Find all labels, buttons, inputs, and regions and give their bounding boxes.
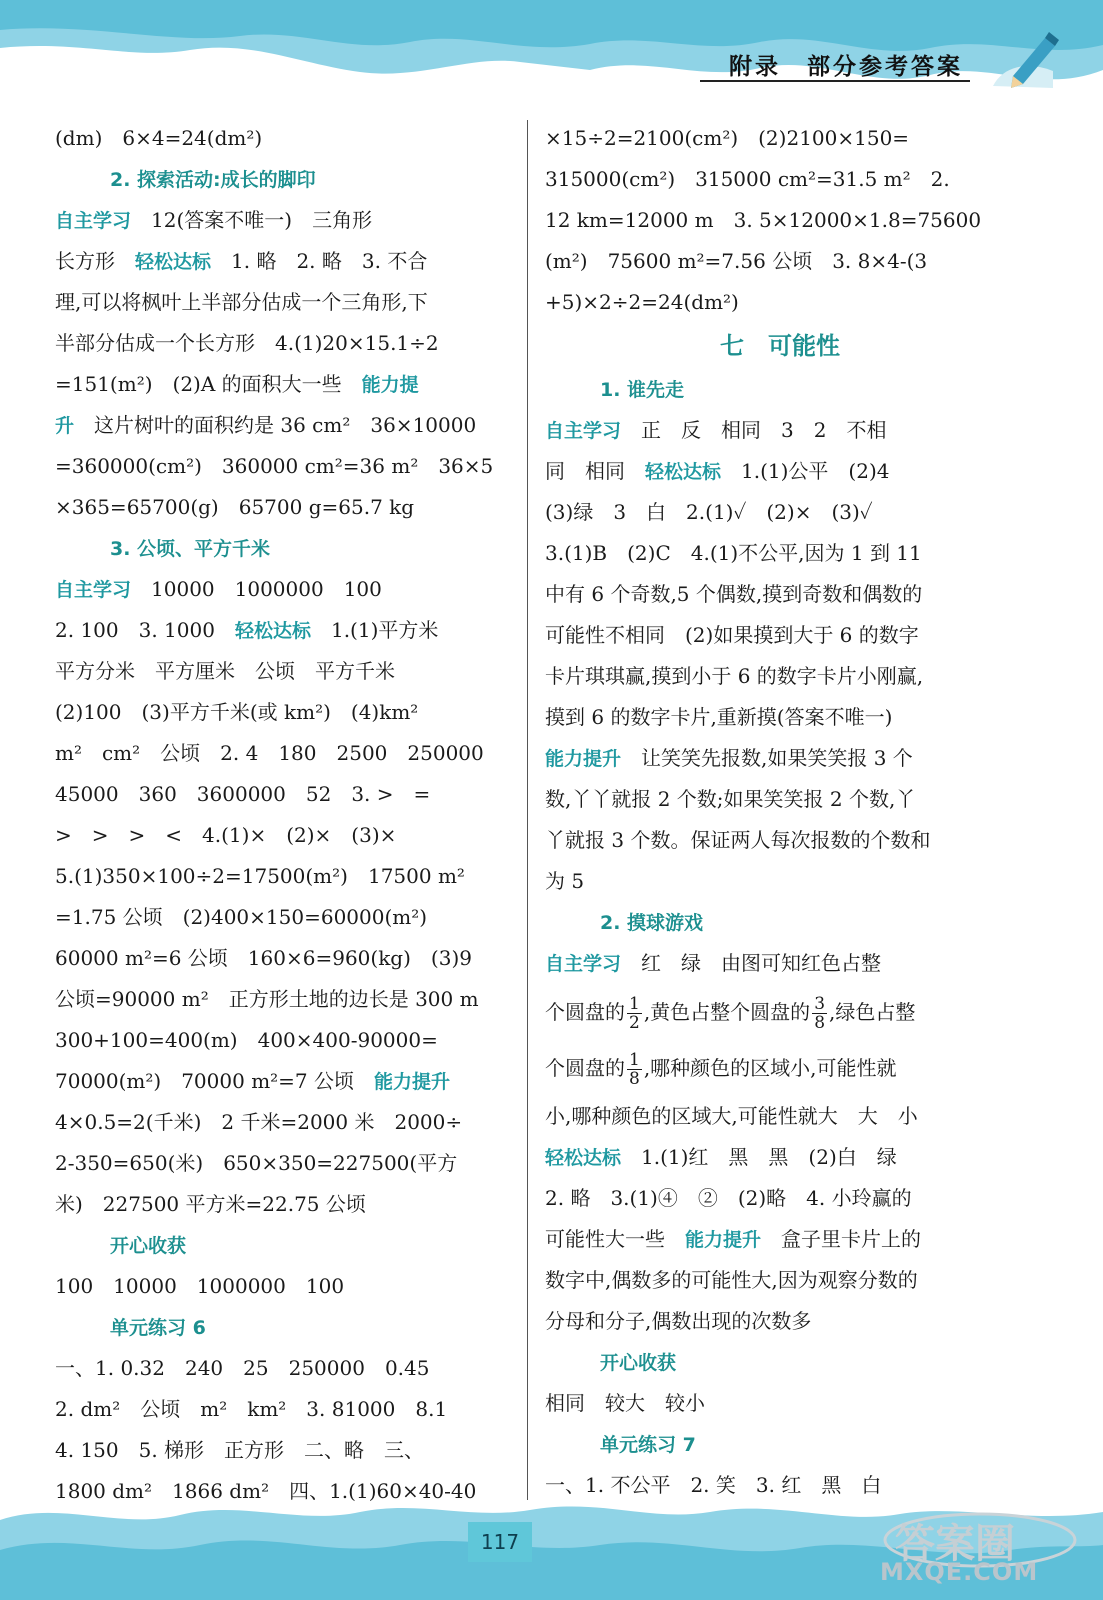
right-line xyxy=(545,200,1015,241)
answer-text: 1.(1)公平 (2)4 xyxy=(721,459,890,483)
answer-text: 5.(1)350×100÷2=17500(m²) 17500 m² xyxy=(55,864,465,888)
answer-text: 3.(1)B (2)C 4.(1)不公平,因为 1 到 11 xyxy=(545,541,922,565)
right-line xyxy=(545,574,1015,615)
left-line xyxy=(55,651,495,692)
right-line xyxy=(545,943,1015,984)
left-line xyxy=(55,200,495,241)
answer-text: 12(答案不唯一) 三角形 xyxy=(131,208,373,232)
right-line xyxy=(545,861,1015,902)
answer-text: ×15÷2=2100(cm²) (2)2100×150= xyxy=(545,126,910,150)
fraction xyxy=(627,1051,642,1088)
answer-text: 红 绿 由图可知红色占整 xyxy=(621,951,882,975)
right-line xyxy=(545,1301,1015,1342)
header-title: 附录 部分参考答案 xyxy=(729,54,963,80)
left-column xyxy=(55,118,495,1512)
right-line xyxy=(545,369,1015,410)
answer-text: 315000(cm²) 315000 cm²=31.5 m² 2. xyxy=(545,167,950,191)
answer-text: 丫就报 3 个数。保证两人每次报数的个数和 xyxy=(545,828,931,852)
fraction-denominator: 8 xyxy=(814,1013,826,1033)
left-line xyxy=(55,815,495,856)
answer-text: 半部分估成一个长方形 4.(1)20×15.1÷2 xyxy=(55,331,439,355)
left-line xyxy=(55,610,495,651)
answer-text: 盒子里卡片上的 xyxy=(761,1227,922,1251)
left-line xyxy=(55,1348,495,1389)
answer-text: 长方形 xyxy=(55,249,135,273)
section-tag: 自主学习 xyxy=(545,420,622,442)
section-heading: 单元练习 7 xyxy=(600,1434,696,1456)
answer-text: 平方分米 平方厘米 公顷 平方千米 xyxy=(55,659,395,683)
left-line xyxy=(55,856,495,897)
section-heading: 2. 探索活动:成长的脚印 xyxy=(110,169,316,191)
answer-text: 米) 227500 平方米=22.75 公顷 xyxy=(55,1192,366,1216)
right-line xyxy=(545,984,1015,1040)
section-tag: 轻松达标 xyxy=(545,1147,622,1169)
section-heading: 开心收获 xyxy=(110,1235,187,1257)
left-line xyxy=(55,1266,495,1307)
answer-text: ,哪种颜色的区域小,可能性就 xyxy=(643,1056,897,1080)
right-line xyxy=(545,492,1015,533)
answer-text: 10000 1000000 100 xyxy=(131,577,382,601)
answer-text: 1. 略 2. 略 3. 不合 xyxy=(211,249,428,273)
answer-text: 为 5 xyxy=(545,869,585,893)
answer-text: 摸到 6 的数字卡片,重新摸(答案不唯一) xyxy=(545,705,893,729)
fraction-numerator: 1 xyxy=(629,994,640,1014)
right-line xyxy=(545,323,1015,369)
watermark-big-text: 答案圈 xyxy=(895,1521,1015,1567)
section-tag: 轻松达标 xyxy=(645,461,722,483)
column-divider xyxy=(527,120,528,1500)
left-line xyxy=(55,1020,495,1061)
right-column xyxy=(545,118,1015,1506)
left-line xyxy=(55,159,495,200)
fraction xyxy=(627,995,642,1032)
left-line xyxy=(55,897,495,938)
section-tag: 自主学习 xyxy=(55,210,132,232)
answer-text: 一、1. 0.32 240 25 250000 0.45 xyxy=(55,1356,430,1380)
section-heading: 3. 公顷、平方千米 xyxy=(110,538,271,560)
right-line xyxy=(545,159,1015,200)
answer-text: 4. 150 5. 梯形 正方形 二、略 三、 xyxy=(55,1438,425,1462)
answer-text: 理,可以将枫叶上半部分估成一个三角形,下 xyxy=(55,290,428,314)
left-line xyxy=(55,446,495,487)
answer-text: 中有 6 个奇数,5 个偶数,摸到奇数和偶数的 xyxy=(545,582,923,606)
answer-text: 一、1. 不公平 2. 笑 3. 红 黑 白 xyxy=(545,1473,882,1497)
left-line xyxy=(55,1102,495,1143)
left-line xyxy=(55,487,495,528)
right-line xyxy=(545,282,1015,323)
answer-text: =1.75 公顷 (2)400×150=60000(m²) xyxy=(55,905,428,929)
answer-text: ×365=65700(g) 65700 g=65.7 kg xyxy=(55,495,415,519)
section-tag: 自主学习 xyxy=(545,953,622,975)
right-line xyxy=(545,410,1015,451)
answer-text: 1.(1)红 黑 黑 (2)白 绿 xyxy=(621,1145,897,1169)
chapter-title: 七 可能性 xyxy=(720,332,840,360)
fraction xyxy=(812,995,827,1032)
answer-text: (dm) 6×4=24(dm²) xyxy=(55,126,263,150)
section-tag: 升 xyxy=(55,415,75,437)
section-tag: 轻松达标 xyxy=(234,620,311,642)
answer-text: +5)×2÷2=24(dm²) xyxy=(545,290,739,314)
answer-text: 可能性不相同 (2)如果摸到大于 6 的数字 xyxy=(545,623,919,647)
answer-text: 数,丫丫就报 2 个数;如果笑笑报 2 个数,丫 xyxy=(545,787,916,811)
answer-text: =151(m²) (2)A 的面积大一些 xyxy=(55,372,362,396)
left-line xyxy=(55,1430,495,1471)
left-line xyxy=(55,692,495,733)
answer-text: 2. 略 3.(1)④ ② (2)略 4. 小玲赢的 xyxy=(545,1186,912,1210)
right-line xyxy=(545,738,1015,779)
section-heading: 1. 谁先走 xyxy=(600,379,685,401)
answer-text: (3)绿 3 白 2.(1)✓ (2)× (3)✓ xyxy=(545,500,873,524)
right-line xyxy=(545,656,1015,697)
fraction-numerator: 3 xyxy=(814,994,826,1014)
section-heading: 2. 摸球游戏 xyxy=(600,912,704,934)
right-line xyxy=(545,697,1015,738)
section-tag: 自主学习 xyxy=(55,579,132,601)
left-line xyxy=(55,733,495,774)
section-tag: 能力提升 xyxy=(374,1071,451,1093)
answer-text: 相同 较大 较小 xyxy=(545,1391,705,1415)
right-line xyxy=(545,1219,1015,1260)
section-tag: 轻松达标 xyxy=(135,251,212,273)
answer-text: 正 反 相同 3 2 不相 xyxy=(621,418,887,442)
left-line xyxy=(55,364,495,405)
fraction-denominator: 2 xyxy=(629,1013,640,1033)
answer-text: > > > < 4.(1)× (2)× (3)× xyxy=(55,823,397,847)
answer-text: 公顷=90000 m² 正方形土地的边长是 300 m xyxy=(55,987,479,1011)
section-heading: 开心收获 xyxy=(600,1352,677,1374)
section-tag: 能力提升 xyxy=(685,1229,762,1251)
right-line xyxy=(545,1040,1015,1096)
answer-text: (2)100 (3)平方千米(或 km²) (4)km² xyxy=(55,700,419,724)
right-line xyxy=(545,1096,1015,1137)
right-line xyxy=(545,1342,1015,1383)
answer-text: 45000 360 3600000 52 3. > = xyxy=(55,782,431,806)
answer-text: 60000 m²=6 公顷 160×6=960(kg) (3)9 xyxy=(55,946,472,970)
right-line xyxy=(545,533,1015,574)
answer-text: 4×0.5=2(千米) 2 千米=2000 米 2000÷ xyxy=(55,1110,463,1134)
right-line xyxy=(545,241,1015,282)
answer-text: m² cm² 公顷 2. 4 180 2500 250000 xyxy=(55,741,484,765)
right-line xyxy=(545,902,1015,943)
left-line xyxy=(55,569,495,610)
left-line xyxy=(55,1061,495,1102)
page-number: 117 xyxy=(468,1522,532,1562)
answer-text: 可能性大一些 xyxy=(545,1227,685,1251)
right-line xyxy=(545,615,1015,656)
left-line xyxy=(55,1225,495,1266)
section-tag: 能力提升 xyxy=(545,748,622,770)
right-line xyxy=(545,1137,1015,1178)
left-line xyxy=(55,405,495,446)
left-line xyxy=(55,528,495,569)
fraction-numerator: 1 xyxy=(629,1050,640,1070)
answer-text: 分母和分子,偶数出现的次数多 xyxy=(545,1309,812,1333)
header-underline xyxy=(700,80,970,82)
answer-text: (m²) 75600 m²=7.56 公顷 3. 8×4-(3 xyxy=(545,249,928,273)
answer-text: 70000(m²) 70000 m²=7 公顷 xyxy=(55,1069,375,1093)
left-line xyxy=(55,323,495,364)
answer-text: ,绿色占整 xyxy=(829,1000,916,1024)
answer-text: 同 相同 xyxy=(545,459,645,483)
left-line xyxy=(55,1307,495,1348)
answer-text: 卡片琪琪赢,摸到小于 6 的数字卡片小刚赢, xyxy=(545,664,924,688)
left-line xyxy=(55,1389,495,1430)
answer-text: =360000(cm²) 360000 cm²=36 m² 36×5 xyxy=(55,454,494,478)
right-line xyxy=(545,1178,1015,1219)
answer-text: 个圆盘的 xyxy=(545,1056,625,1080)
left-line xyxy=(55,1184,495,1225)
answer-text: 12 km=12000 m 3. 5×12000×1.8=75600 xyxy=(545,208,982,232)
left-line xyxy=(55,1143,495,1184)
answer-text: 1800 dm² 1866 dm² 四、1.(1)60×40-40 xyxy=(55,1479,477,1503)
left-line xyxy=(55,938,495,979)
right-line xyxy=(545,820,1015,861)
right-line xyxy=(545,1424,1015,1465)
left-line xyxy=(55,118,495,159)
answer-text: 让笑笑先报数,如果笑笑报 3 个 xyxy=(621,746,913,770)
answer-text: 2. dm² 公顷 m² km² 3. 81000 8.1 xyxy=(55,1397,448,1421)
right-line xyxy=(545,779,1015,820)
answer-text: 2. 100 3. 1000 xyxy=(55,618,235,642)
right-line xyxy=(545,1260,1015,1301)
right-line xyxy=(545,1383,1015,1424)
answer-text: 2-350=650(米) 650×350=227500(平方 xyxy=(55,1151,458,1175)
answer-text: 100 10000 1000000 100 xyxy=(55,1274,345,1298)
answer-text: 个圆盘的 xyxy=(545,1000,625,1024)
right-line xyxy=(545,451,1015,492)
left-line xyxy=(55,241,495,282)
left-line xyxy=(55,774,495,815)
pencil-icon xyxy=(983,26,1063,96)
answer-text: 这片树叶的面积约是 36 cm² 36×10000 xyxy=(74,413,477,437)
answer-text: 1.(1)平方米 xyxy=(310,618,439,642)
answer-text: 数字中,偶数多的可能性大,因为观察分数的 xyxy=(545,1268,918,1292)
fraction-denominator: 8 xyxy=(629,1069,640,1089)
left-line xyxy=(55,979,495,1020)
right-line xyxy=(545,118,1015,159)
answer-text: 小,哪种颜色的区域大,可能性就大 大 小 xyxy=(545,1104,918,1128)
answer-text: 300+100=400(m) 400×400-90000= xyxy=(55,1028,438,1052)
section-tag: 能力提 xyxy=(361,374,419,396)
left-line xyxy=(55,282,495,323)
section-heading: 单元练习 6 xyxy=(110,1317,206,1339)
watermark-url-text: MXQE.COM xyxy=(880,1558,1039,1586)
answer-text: ,黄色占整个圆盘的 xyxy=(643,1000,811,1024)
